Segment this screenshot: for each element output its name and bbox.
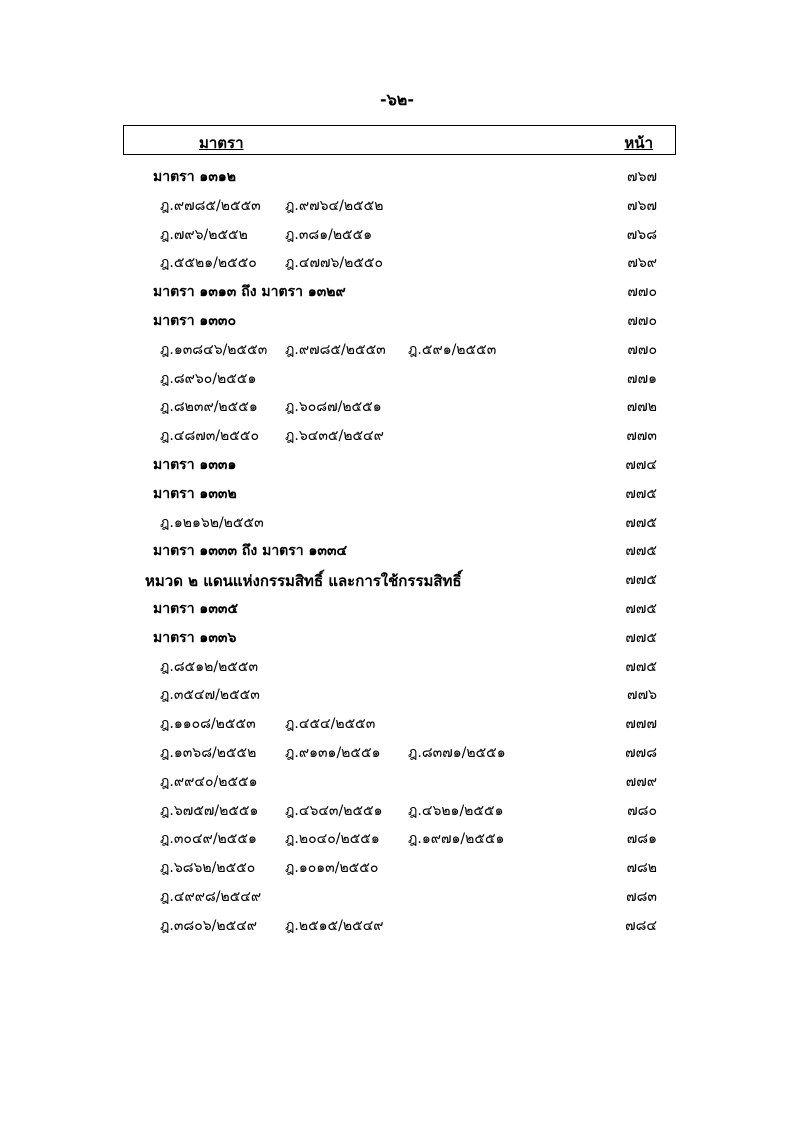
section-title: มาตรา ๑๓๑๒	[153, 169, 237, 185]
index-list	[0, 160, 794, 938]
section-row	[0, 477, 794, 506]
case-row	[0, 390, 794, 419]
case-ref: ฎ.๒๕๑๕/๒๕๔๙	[285, 917, 384, 934]
case-ref: ฎ.๓๘๑/๒๕๕๑	[285, 226, 373, 243]
case-ref: ฎ.๔๕๔/๒๕๕๓	[285, 716, 376, 733]
case-row	[0, 506, 794, 535]
case-ref: ฎ.๔๖๔๓/๒๕๕๑	[285, 802, 383, 819]
case-ref: ฎ.๑๙๗๑/๒๕๕๑	[408, 831, 505, 848]
case-ref: ฎ.๓๕๔๗/๒๕๕๓	[160, 687, 260, 704]
page-ref: ๗๗๘	[625, 744, 657, 761]
case-row	[0, 765, 794, 794]
page-ref: ๗๗๕	[625, 514, 657, 531]
case-ref: ฎ.๕๕๒๑/๒๕๕๐	[160, 255, 257, 272]
page-ref: ๗๘๓	[626, 888, 657, 905]
case-row	[0, 419, 794, 448]
section-row	[0, 592, 794, 621]
page-ref: ๗๖๗	[627, 169, 657, 185]
index-header	[123, 125, 676, 155]
case-row	[0, 246, 794, 275]
page-ref: ๗๗๕	[625, 485, 657, 502]
header-page-label: หน้า	[624, 134, 653, 152]
case-ref: ฎ.๙๗๘๕/๒๕๕๓	[285, 341, 386, 358]
page-ref: ๗๗๕	[625, 543, 657, 560]
case-ref: ฎ.๙๑๓๑/๒๕๕๑	[285, 744, 381, 761]
page-ref: ๗๗๓	[626, 428, 657, 445]
chapter-title: หมวด ๒ แดนแห่งกรรมสิทธิ์ และการใช้กรรมสิทธิ์	[145, 572, 462, 591]
page-ref: ๗๗๒	[626, 399, 657, 416]
case-row	[0, 362, 794, 391]
page-number: -๖๒-	[380, 90, 414, 109]
case-row	[0, 189, 794, 218]
case-ref: ฎ.๔๘๗๓/๒๕๕๐	[160, 428, 260, 445]
case-row	[0, 909, 794, 938]
case-ref: ฎ.๘๕๑๒/๒๕๕๓	[160, 658, 259, 675]
case-ref: ฎ.๕๙๑/๒๕๕๓	[408, 341, 497, 358]
case-ref: ฎ.๖๘๖๒/๒๕๕๐	[160, 860, 256, 877]
case-ref: ฎ.๘๙๖๐/๒๕๕๑	[160, 370, 257, 387]
case-row	[0, 707, 794, 736]
section-row	[0, 534, 794, 563]
page-ref: ๗๗๕	[625, 572, 657, 589]
case-row	[0, 822, 794, 851]
case-ref: ฎ.๑๑๐๘/๒๕๕๓	[160, 716, 256, 733]
section-row	[0, 304, 794, 333]
page-ref: ๗๗๕	[625, 600, 657, 617]
case-row	[0, 851, 794, 880]
page-ref: ๗๗๕	[625, 658, 657, 675]
page-ref: ๗๘๑	[626, 831, 657, 848]
case-ref: ฎ.๔๖๒๑/๒๕๕๑	[408, 802, 504, 819]
section-title: มาตรา ๑๓๓๓ ถึง มาตรา ๑๓๓๔	[153, 543, 348, 560]
case-ref: ฎ.๘๒๓๙/๒๕๕๑	[160, 399, 258, 416]
case-ref: ฎ.๔๗๗๖/๒๕๕๐	[285, 255, 384, 272]
header-section-label: มาตรา	[199, 134, 244, 152]
page-ref: ๗๖๙	[627, 255, 657, 272]
case-ref: ฎ.๑๐๑๓/๒๕๕๐	[285, 860, 379, 877]
section-title: มาตรา ๑๓๓๒	[153, 485, 237, 502]
page-ref: ๗๘๔	[625, 917, 657, 934]
case-ref: ฎ.๖๗๕๗/๒๕๕๑	[160, 802, 259, 819]
page-ref: ๗๗๖	[627, 687, 657, 704]
section-title: มาตรา ๑๓๓๐	[153, 312, 237, 329]
page-ref: ๗๗๑	[627, 370, 657, 387]
case-ref: ฎ.๖๐๘๗/๒๕๕๑	[285, 399, 382, 416]
case-ref: ฎ.๓๘๐๖/๒๕๔๙	[160, 917, 258, 934]
section-title: มาตรา ๑๓๓๕	[153, 600, 239, 617]
page-ref: ๗๗๐	[627, 284, 657, 301]
case-ref: ฎ.๗๙๖/๒๕๕๒	[160, 226, 248, 243]
case-ref: ฎ.๑๓๘๔๖/๒๕๕๓	[160, 341, 268, 358]
section-title: มาตรา ๑๓๑๓ ถึง มาตรา ๑๓๒๙	[153, 284, 346, 301]
page-ref: ๗๘๒	[626, 860, 657, 877]
section-title: มาตรา ๑๓๓๑	[153, 456, 237, 473]
section-row	[0, 275, 794, 304]
page-ref: ๗๗๐	[627, 312, 657, 329]
page-ref: ๗๘๐	[627, 802, 657, 819]
case-ref: ฎ.๑๒๑๖๒/๒๕๕๓	[160, 514, 264, 531]
page-ref: ๗๖๗	[627, 197, 657, 214]
section-row	[0, 448, 794, 477]
section-title: มาตรา ๑๓๓๖	[153, 629, 237, 646]
case-ref: ฎ.๓๐๔๙/๒๕๕๑	[160, 831, 257, 848]
page-ref: ๗๗๐	[627, 341, 657, 358]
case-ref: ฎ.๑๓๖๘/๒๕๕๒	[160, 744, 257, 761]
case-ref: ฎ.๙๙๔๐/๒๕๕๑	[160, 773, 258, 790]
case-row	[0, 678, 794, 707]
case-row	[0, 333, 794, 362]
page-ref: ๗๗๔	[625, 456, 657, 473]
case-ref: ฎ.๔๙๙๘/๒๕๔๙	[160, 888, 262, 905]
section-row	[0, 160, 794, 189]
case-row	[0, 218, 794, 247]
section-row	[0, 621, 794, 650]
case-row	[0, 794, 794, 823]
case-row	[0, 880, 794, 909]
case-ref: ฎ.๘๓๗๑/๒๕๕๑	[408, 744, 506, 761]
case-ref: ฎ.๙๗๖๔/๒๕๕๒	[285, 197, 384, 214]
chapter-row	[0, 563, 794, 592]
case-ref: ฎ.๖๔๓๕/๒๕๔๙	[285, 428, 384, 445]
case-ref: ฎ.๙๗๘๕/๒๕๕๓	[160, 197, 261, 214]
case-row	[0, 736, 794, 765]
page-ref: ๗๗๗	[625, 716, 657, 733]
page-ref: ๗๗๙	[625, 773, 657, 790]
page-ref: ๗๖๘	[626, 226, 657, 243]
case-ref: ฎ.๒๐๔๐/๒๕๕๑	[285, 831, 380, 848]
page-ref: ๗๗๕	[625, 629, 657, 646]
case-row	[0, 650, 794, 679]
